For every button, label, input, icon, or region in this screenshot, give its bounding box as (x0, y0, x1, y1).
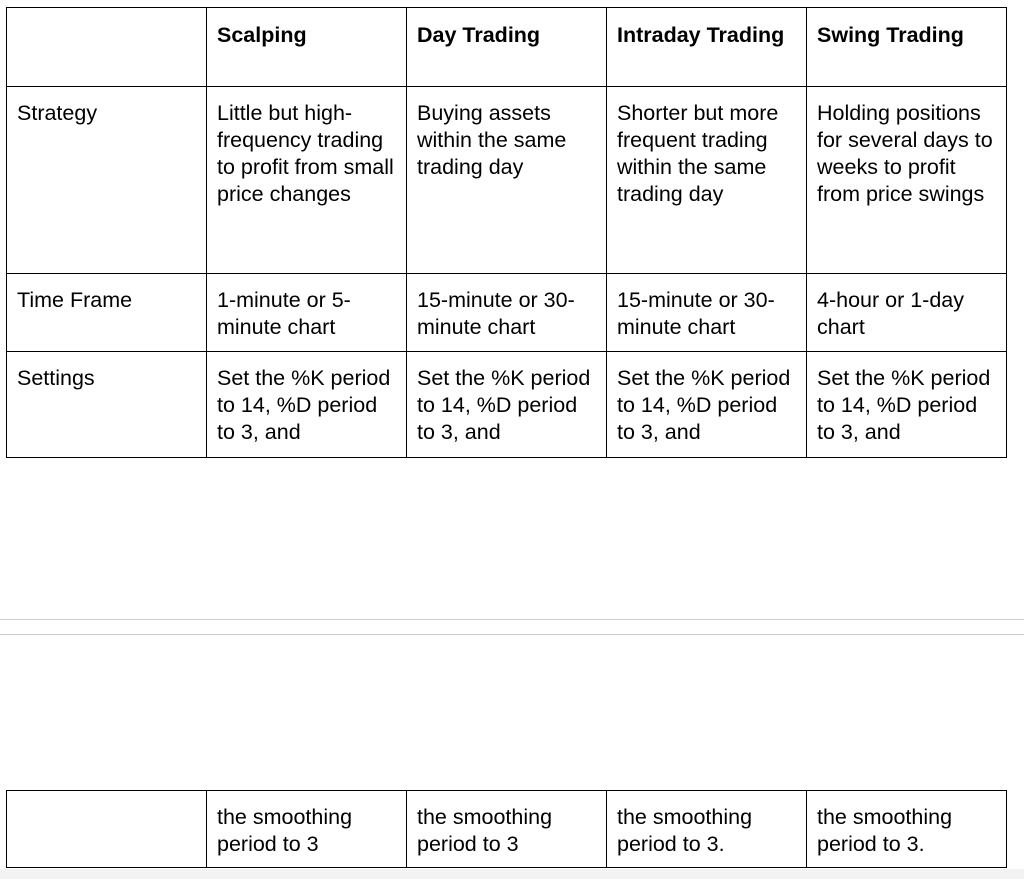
table-row-strategy (7, 87, 1007, 274)
trading-strategies-table-continued (6, 790, 1007, 868)
page-bottom-edge (0, 869, 1024, 879)
table-cell: 1-minute or 5-minute chart (207, 274, 407, 352)
table-cell: 4-hour or 1-day chart (807, 274, 1007, 352)
header-cell-day-trading: Day Trading (407, 8, 607, 87)
table-row-settings (7, 352, 1007, 458)
row-label-empty (7, 791, 207, 868)
page-break-divider (0, 619, 1024, 635)
table-row-settings-continued (7, 791, 1007, 868)
trading-strategies-table (6, 7, 1007, 458)
row-label-time-frame: Time Frame (7, 274, 207, 352)
table-cell: Set the %K period to 14, %D period to 3, and (607, 352, 807, 458)
table-cell: Little but high-frequency trading to profit from small price changes (207, 87, 407, 274)
row-label-settings: Settings (7, 352, 207, 458)
table-cell: Shorter but more frequent trading within the same trading day (607, 87, 807, 274)
row-label-strategy: Strategy (7, 87, 207, 274)
table-cell: 15-minute or 30-minute chart (407, 274, 607, 352)
table-cell: Set the %K period to 14, %D period to 3, and (207, 352, 407, 458)
header-cell-scalping: Scalping (207, 8, 407, 87)
header-cell-swing-trading: Swing Trading (807, 8, 1007, 87)
table-cell: the smoothing period to 3. (607, 791, 807, 868)
table-cell: the smoothing period to 3 (407, 791, 607, 868)
table-cell: the smoothing period to 3. (807, 791, 1007, 868)
table-cell: Holding positions for several days to weeks to profit from price swings (807, 87, 1007, 274)
table-cell: Set the %K period to 14, %D period to 3, and (407, 352, 607, 458)
table-row-time-frame (7, 274, 1007, 352)
table-cell: Set the %K period to 14, %D period to 3, and (807, 352, 1007, 458)
table-cell: the smoothing period to 3 (207, 791, 407, 868)
header-cell-intraday-trading: Intraday Trading (607, 8, 807, 87)
header-cell-empty (7, 8, 207, 87)
table-cell: Buying assets within the same trading day (407, 87, 607, 274)
table-cell: 15-minute or 30-minute chart (607, 274, 807, 352)
header-row (7, 8, 1007, 87)
